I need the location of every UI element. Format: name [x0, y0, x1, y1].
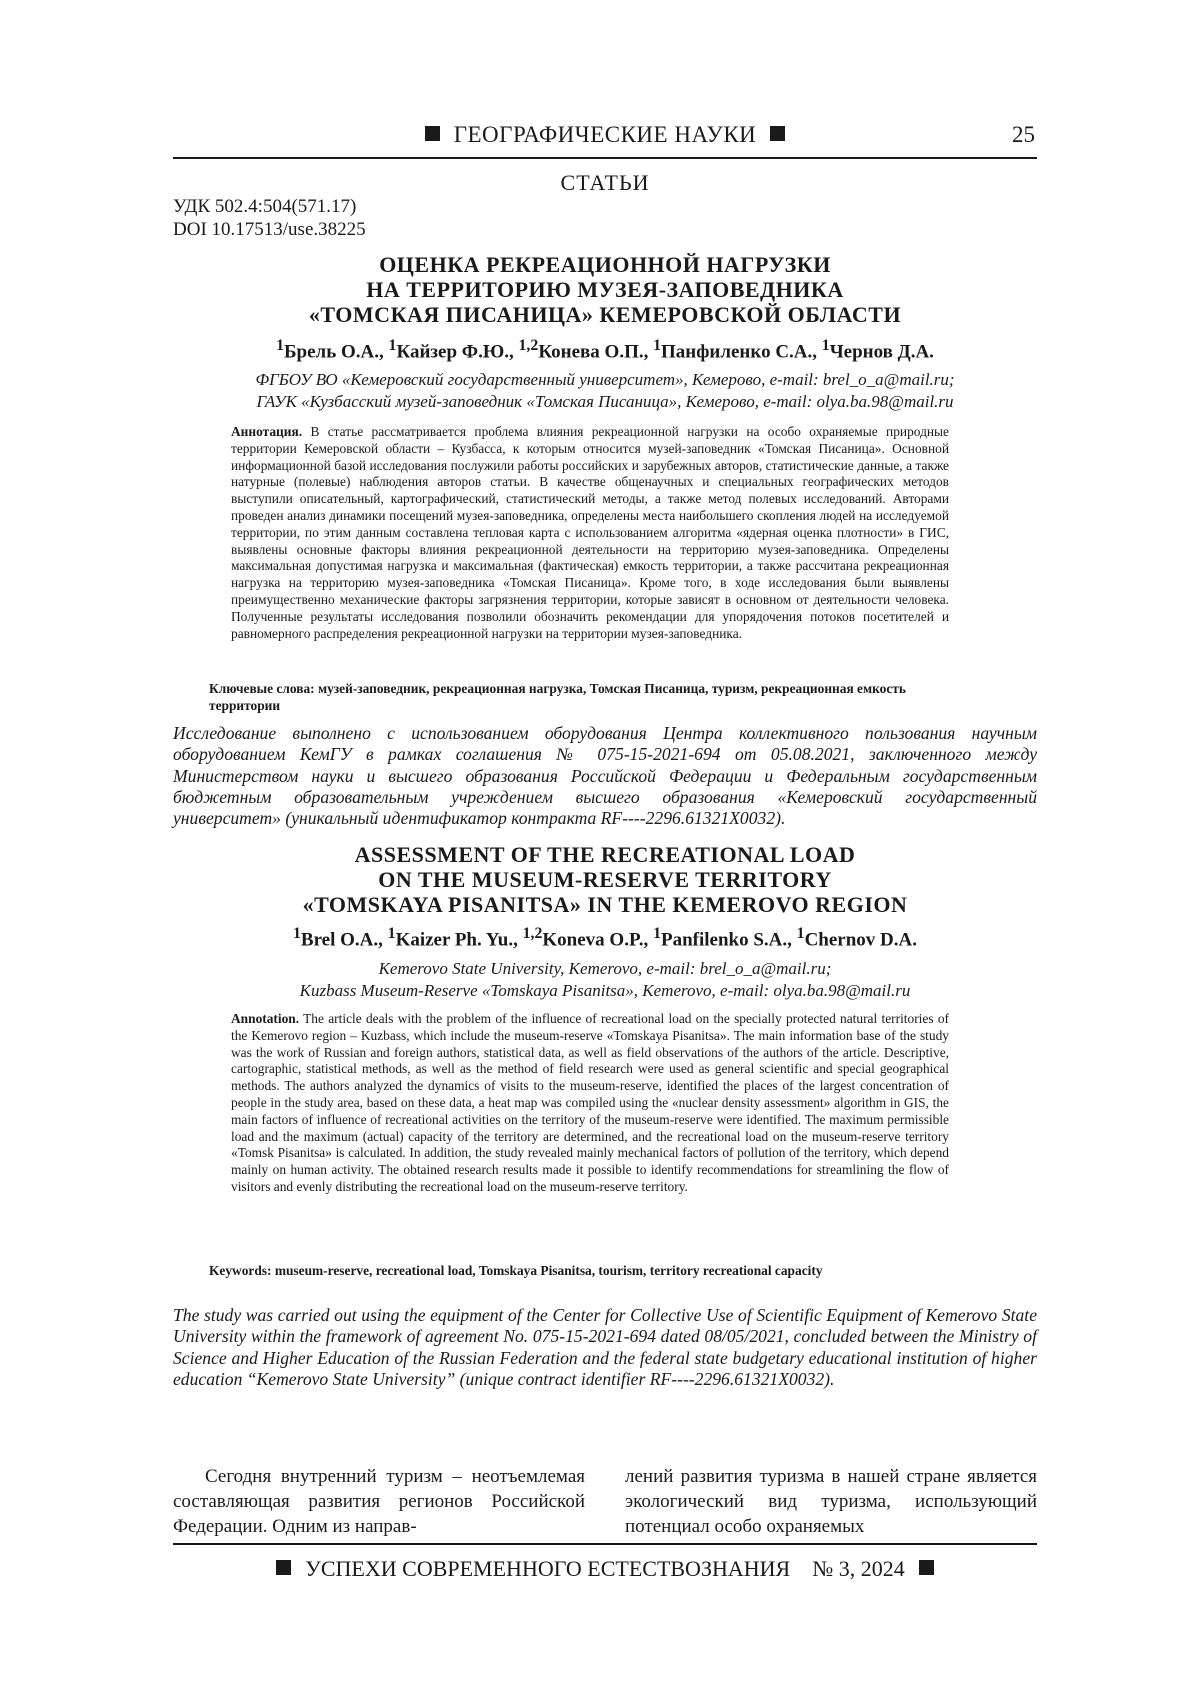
- ru-affiliations: [173, 369, 1037, 413]
- affiliation-line: Kemerovo State University, Kemerovo, e-mail: brel_o_a@mail.ru;: [378, 959, 832, 978]
- ru-title-line: НА ТЕРРИТОРИЮ МУЗЕЯ-ЗАПОВЕДНИКА: [366, 277, 844, 302]
- en-authors: [173, 925, 1037, 951]
- en-keywords: Keywords: museum-reserve, recreational load, Tomskaya Pisanitsa, tourism, territory recreational capacity: [209, 1263, 823, 1278]
- author-affil-index: 1: [653, 337, 662, 354]
- header-rule: [173, 157, 1037, 159]
- author-name: Брель О.А.,: [283, 341, 389, 363]
- square-bullet-icon: [770, 126, 785, 141]
- ru-title: [173, 252, 1037, 327]
- ru-title-line: «ТОМСКАЯ ПИСАНИЦА» КЕМЕРОВСКОЙ ОБЛАСТИ: [308, 302, 902, 327]
- square-bullet-icon: [919, 1560, 934, 1575]
- running-header: [173, 122, 1037, 152]
- author-affil-index: 1: [388, 337, 397, 354]
- affiliation-line: ГАУК «Кузбасский музей-заповедник «Томская Писаница», Кемерово, e-mail: olya.ba.98@mail.ru: [256, 392, 954, 411]
- ru-authors: [173, 337, 1037, 363]
- section-label: СТАТЬИ: [560, 170, 650, 195]
- en-abstract: [231, 1011, 949, 1196]
- identifiers: [173, 195, 366, 241]
- author-name: Панфиленко С.А.,: [661, 341, 822, 363]
- abstract-label: Аннотация.: [231, 424, 303, 439]
- body-column-left: Сегодня внутренний туризм – неотъемлемая составляющая развития регионов Российской Федерации. Одним из направ-: [173, 1466, 585, 1537]
- author-name: Chernov D.A.: [804, 929, 917, 951]
- body-column-right: лений развития туризма в нашей стране является экологический вид туризма, использующий потенциал особо охраняемых: [625, 1466, 1037, 1537]
- author-affil-index: 1: [821, 337, 830, 354]
- en-funding-note: The study was carried out using the equipment of the Center for Collective Use of Scientific Equipment of Kemerovo State University within the framework of agreement No. 075-15-2021-694 dated 08/05/2021, concluded between the Ministry of Science and Higher Education of the Russian Federation and the federal state budgetary educational institution of higher education “Kemerovo State University” (unique contract identifier RF----2296.61321X0032).: [173, 1305, 1037, 1389]
- square-bullet-icon: [425, 126, 440, 141]
- running-footer: [173, 1556, 1037, 1582]
- journal-name: УСПЕХИ СОВРЕМЕННОГО ЕСТЕСТВОЗНАНИЯ: [305, 1556, 791, 1581]
- footer-rule: [173, 1543, 1037, 1545]
- author-affil-index: 1,2: [522, 925, 543, 942]
- ru-keywords: Ключевые слова: музей-заповедник, рекреационная нагрузка, Томская Писаница, туризм, рекреационная емкость территории: [209, 681, 906, 713]
- square-bullet-icon: [276, 1560, 291, 1575]
- udk-code: УДК 502.4:504(571.17): [173, 196, 357, 217]
- affiliation-line: Kuzbass Museum-Reserve «Tomskaya Pisanitsa», Kemerovo, e-mail: olya.ba.98@mail.ru: [299, 981, 911, 1000]
- author-name: Brel O.A.,: [300, 929, 388, 951]
- author-name: Кайзер Ф.Ю.,: [396, 341, 519, 363]
- ru-funding-note: Исследование выполнено с использованием оборудования Центра коллективного пользования научным оборудованием КемГУ в рамках соглашения № 075-15-2021-694 от 05.08.2021, заключенного между Министерством науки и высшего образования Российской Федерации и Федеральным государственным бюджетным образовательным учреждением высшего образования «Кемеровский государственный университет» (уникальный идентификатор контракта RF----2296.61321X0032).: [173, 723, 1037, 829]
- author-name: Конева О.П.,: [538, 341, 654, 363]
- author-name: Kaizer Ph. Yu.,: [395, 929, 523, 951]
- issue-number: № 3, 2024: [812, 1556, 905, 1581]
- en-title: [173, 842, 1037, 917]
- author-affil-index: 1: [653, 925, 661, 942]
- en-title-line: ON THE MUSEUM-RESERVE TERRITORY: [378, 867, 832, 892]
- journal-section: ГЕОГРАФИЧЕСКИЕ НАУКИ: [453, 122, 757, 147]
- author-affil-index: 1: [276, 337, 284, 354]
- author-affil-index: 1: [387, 925, 396, 942]
- en-title-line: «TOMSKAYA PISANITSA» IN THE KEMEROVO REGION: [302, 892, 908, 917]
- author-affil-index: 1: [796, 925, 805, 942]
- affiliation-line: ФГБОУ ВО «Кемеровский государственный университет», Кемерово, e-mail: brel_o_a@mail.ru;: [255, 370, 955, 389]
- author-name: Koneva O.P.,: [542, 929, 654, 951]
- author-affil-index: 1: [292, 925, 301, 942]
- en-title-line: ASSESSMENT OF THE RECREATIONAL LOAD: [354, 842, 856, 867]
- ru-title-line: ОЦЕНКА РЕКРЕАЦИОННОЙ НАГРУЗКИ: [379, 252, 831, 277]
- abstract-text: The article deals with the problem of the influence of recreational load on the specially protected natural territories of the Kemerovo region – Kuzbass, which include the museum-reserve «Tomskaya Pisanitsa». The main information base of the study was the work of Russian and foreign authors, statistical data, as well as field observations of the authors of the article. Descriptive, cartographic, statistical methods, as well as the method of field research were used as general scientific and special geographical methods. The authors analyzed the dynamics of visits to the museum-reserve, identified the places of the largest concentration of people in the study area, based on these data, a heat map was compiled using the «nuclear density assessment» algorithm in GIS, the main factors of influence of recreational activities on the territory of the museum-reserve were identified. The maximum permissible load and the maximum (actual) capacity of the territory are determined, and the recreational load on the museum-reserve territory «Tomsk Pisanitsa» is calculated. In addition, the study revealed mainly mechanical factors of pollution of the territory, which depend mainly on human activity. The obtained research results made it possible to identify recommendations for streamlining the flow of visitors and evenly distributing the recreational load on the museum-reserve territory.: [231, 1011, 949, 1194]
- doi: DOI 10.17513/use.38225: [173, 219, 366, 240]
- author-name: Panfilenko S.A.,: [660, 929, 797, 951]
- abstract-text: В статье рассматривается проблема влияния рекреационной нагрузки на особо охраняемые природные территории Кемеровской области – Кузбасса, к которым относится музей-заповедник «Томская Писаница». Основной информационной базой исследования послужили работы российских и зарубежных авторов, статистические данные, а также натурные (полевые) наблюдения авторов статьи. В качестве общенаучных и специальных географических методов выступили описательный, картографический, статистический методы, а также метод полевых исследований. Авторами проведен анализ динамики посещений музея-заповедника, определены места наибольшего скопления людей на исследуемой территории, по этим данным составлена тепловая карта с использованием алгоритма «ядерная оценка плотности» в ГИС, выявлены основные факторы влияния рекреационной деятельности на территорию музея-заповедника. Определены максимальная допустимая нагрузка и максимальная (фактическая) емкость территории, а также рассчитана рекреационная нагрузка на территорию музея-заповедника «Томская Писаница». Кроме того, в ходе исследования были выявлены преимущественно механические факторы загрязнения территории, которые зависят в основном от деятельности человека. Полученные результаты исследования позволили обозначить рекомендации для упорядочения потоков посетителей и равномерного распределения рекреационной нагрузки на территории музея-заповедника.: [231, 424, 949, 641]
- author-name: Чернов Д.А.: [829, 341, 934, 363]
- en-affiliations: [173, 958, 1037, 1002]
- abstract-label: Annotation.: [231, 1011, 300, 1026]
- ru-abstract: [231, 424, 949, 642]
- author-affil-index: 1,2: [518, 337, 539, 354]
- page-number: 25: [1012, 122, 1035, 147]
